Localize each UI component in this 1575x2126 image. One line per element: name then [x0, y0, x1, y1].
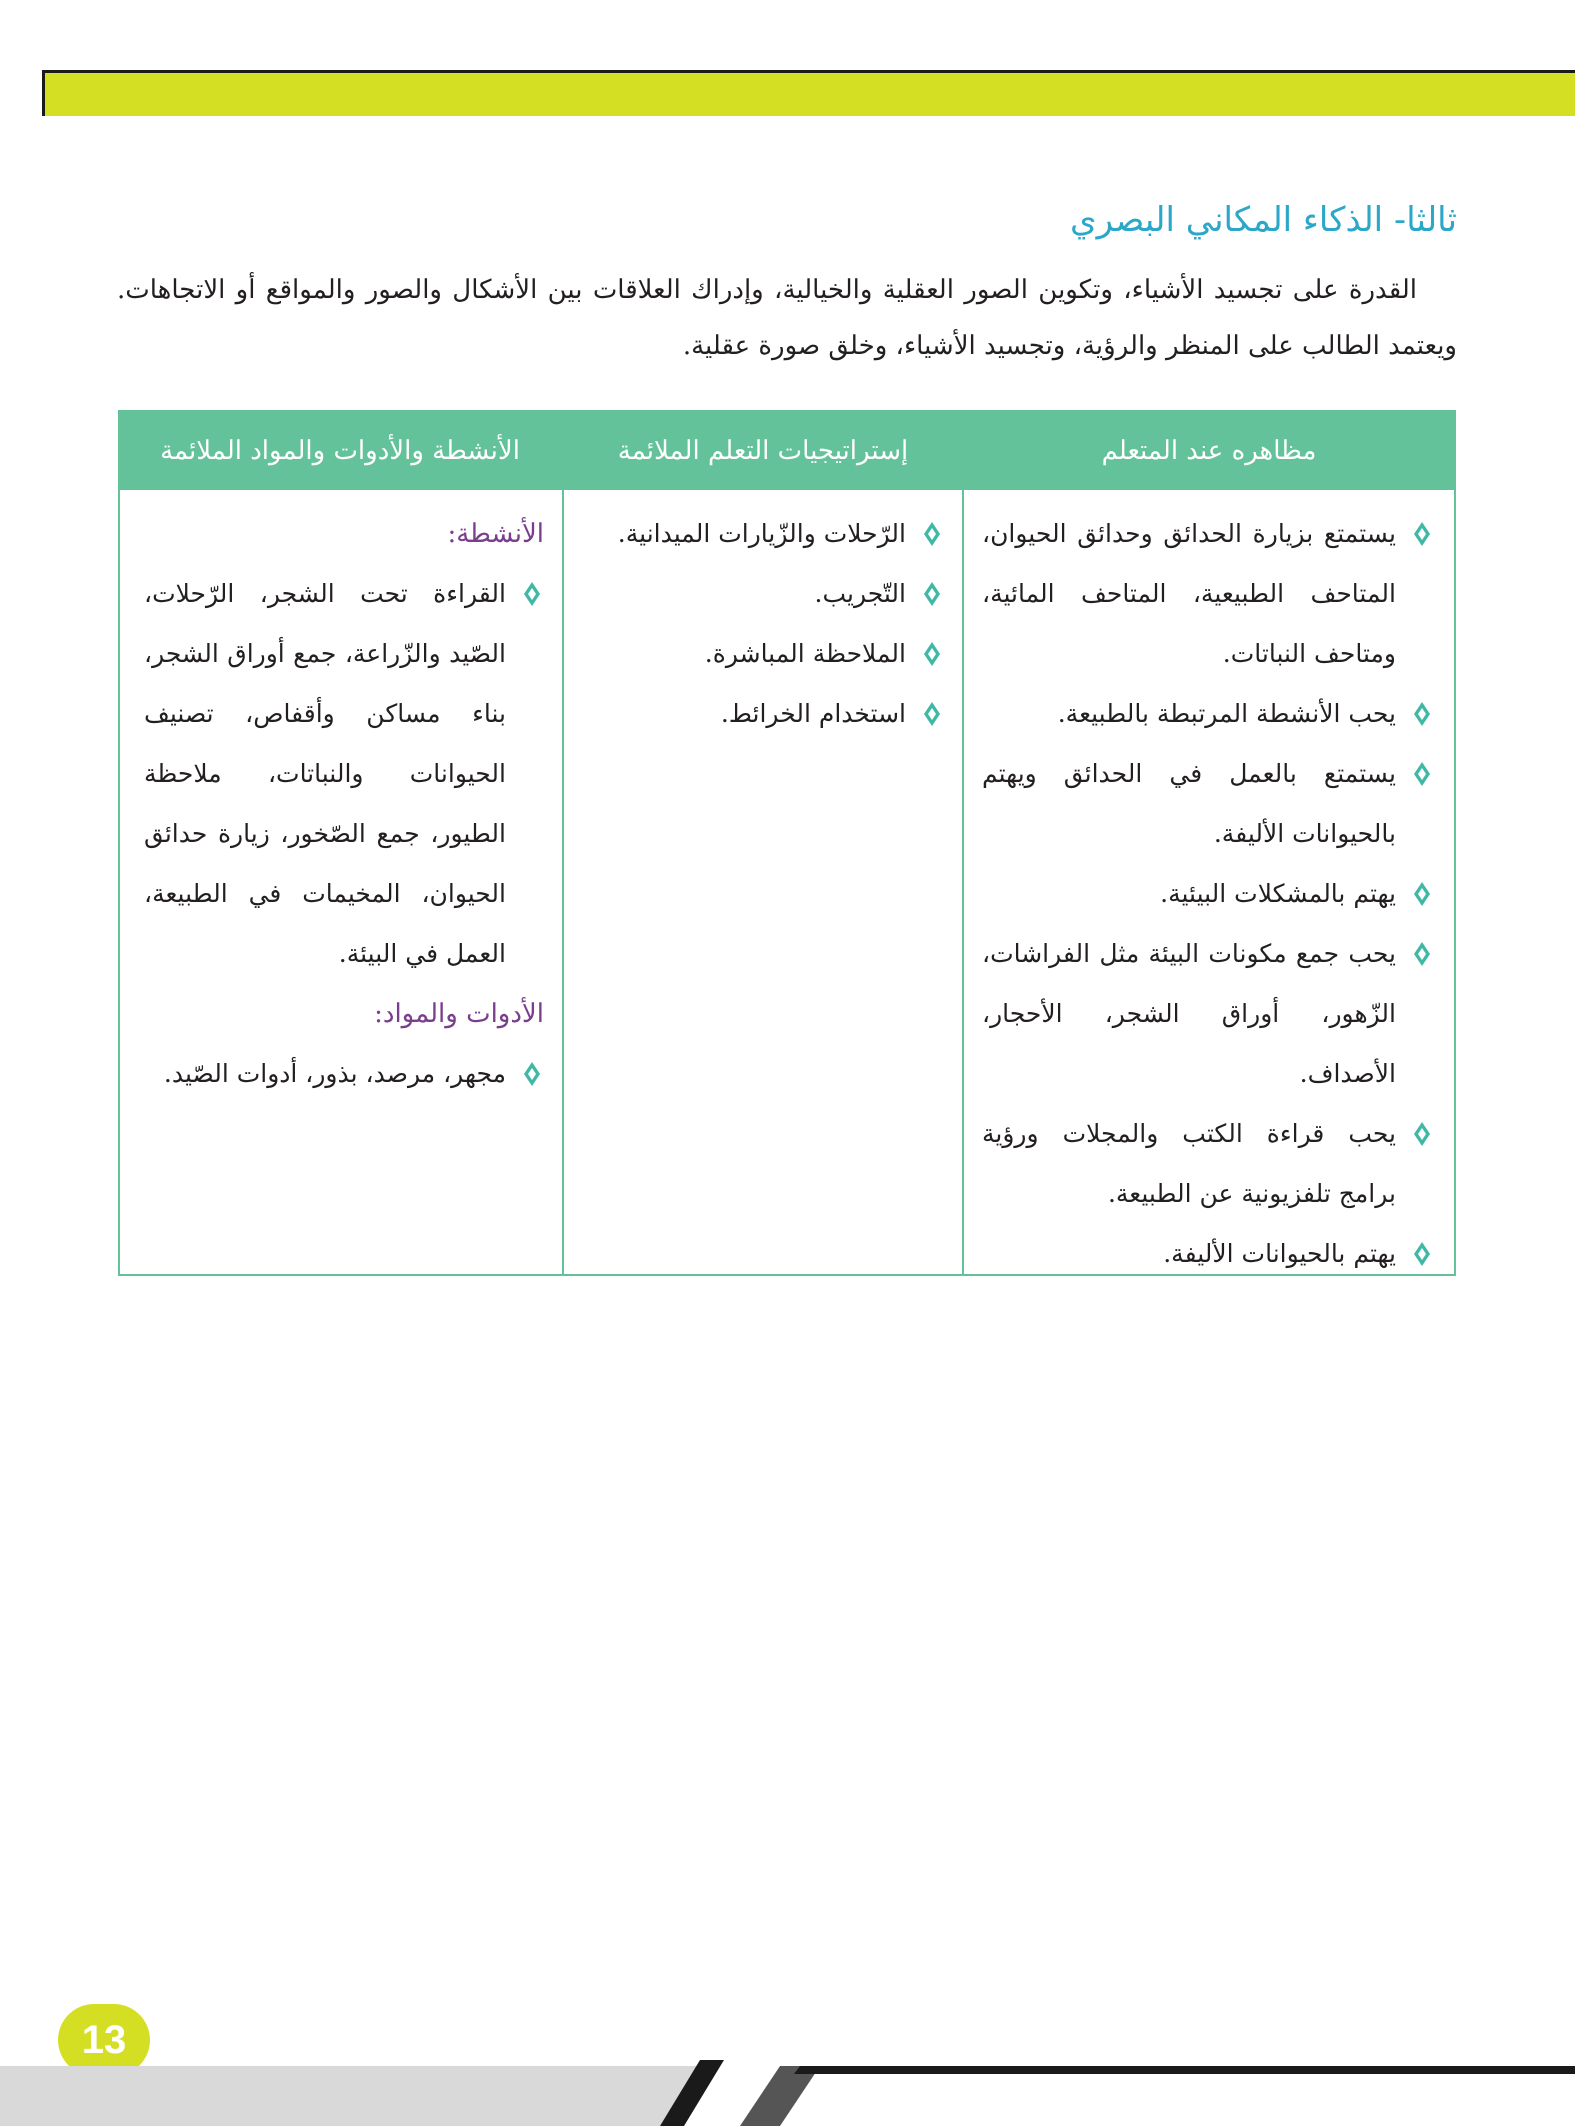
section-title: ثالثا- الذكاء المكاني البصري [1070, 200, 1457, 240]
list-item-text: يستمتع بزيارة الحدائق وحدائق الحيوان، المتاحف الطبيعية، المتاحف المائية، ومتاحف النباتات. [982, 519, 1396, 668]
list-item-text: الرّحلات والزّيارات الميدانية. [617, 519, 906, 548]
list-item [582, 684, 944, 744]
column-divider [962, 412, 964, 1274]
list-item [982, 744, 1434, 864]
list-item-text: مجهر، مرصد، بذور، أدوات الصّيد. [163, 1059, 506, 1088]
list-item [982, 1224, 1434, 1284]
bullet-icon [1412, 760, 1432, 788]
column-divider [562, 412, 564, 1274]
header-activities: الأنشطة والأدوات والمواد الملائمة [160, 436, 520, 466]
footer-gray-band [0, 2066, 720, 2126]
list-item-text: الملاحظة المباشرة. [704, 639, 906, 668]
list-item-text: يحب الأنشطة المرتبطة بالطبيعة. [1057, 699, 1396, 728]
bullet-icon [522, 1060, 542, 1088]
strategies-list [582, 504, 944, 744]
bullet-icon [922, 640, 942, 668]
list-item [582, 624, 944, 684]
header-manifestations: مظاهره عند المتعلم [1101, 436, 1317, 466]
list-item-text: يحب قراءة الكتب والمجلات ورؤية برامج تلفزيونية عن الطبيعة. [982, 1119, 1396, 1208]
bullet-icon [922, 580, 942, 608]
list-item [982, 864, 1434, 924]
list-item [982, 1104, 1434, 1224]
manifestations-cell [982, 504, 1434, 1284]
table-header-row [120, 412, 1454, 490]
activities-list [144, 564, 544, 984]
bullet-icon [1412, 880, 1432, 908]
bullet-icon [1412, 1120, 1432, 1148]
top-accent-bar [42, 70, 1575, 116]
list-item [144, 1044, 544, 1104]
list-item-text: يهتم بالمشكلات البيئية. [1160, 879, 1396, 908]
bullet-icon [1412, 1240, 1432, 1268]
bullet-icon [922, 700, 942, 728]
list-item [582, 504, 944, 564]
list-item-text: استخدام الخرائط. [720, 699, 906, 728]
bullet-icon [1412, 520, 1432, 548]
intro-paragraph: القدرة على تجسيد الأشياء، وتكوين الصور العقلية والخيالية، وإدراك العلاقات بين الأشكال والصور والمواقع أو الاتجاهات. ويعتمد الطالب على المنظر والرؤية، وتجسيد الأشياء، وخلق صورة عقلية. [117, 275, 1457, 361]
footer-dark-stripe [740, 2066, 820, 2126]
tools-list [144, 1044, 544, 1104]
footer-stripes [0, 2060, 1575, 2126]
activities-label: الأنشطة: [447, 519, 544, 549]
bullet-icon [922, 520, 942, 548]
list-item [982, 924, 1434, 1104]
intelligence-table [118, 410, 1456, 1276]
manifestations-list [982, 504, 1434, 1284]
strategies-cell [582, 504, 944, 744]
list-item-text: يحب جمع مكونات البيئة مثل الفراشات، الزّهور، أوراق الشجر، الأحجار، الأصداف. [982, 939, 1396, 1088]
bullet-icon [1412, 940, 1432, 968]
list-item [982, 504, 1434, 684]
list-item-text: يهتم بالحيوانات الأليفة. [1163, 1239, 1396, 1268]
list-item-text: يستمتع بالعمل في الحدائق ويهتم بالحيوانات الأليفة. [982, 759, 1396, 848]
list-item [582, 564, 944, 624]
bullet-icon [1412, 700, 1432, 728]
bullet-icon [522, 580, 542, 608]
page-number: 13 [81, 2018, 127, 2062]
list-item-text: التّجريب. [814, 579, 906, 608]
footer-line [794, 2066, 1575, 2074]
tools-label: الأدوات والمواد: [374, 999, 544, 1029]
header-strategies: إستراتيجيات التعلم الملائمة [617, 436, 909, 466]
activities-cell [144, 504, 544, 1104]
list-item-text: القراءة تحت الشجر، الرّحلات، الصّيد والزّراعة، جمع أوراق الشجر، بناء مساكن وأقفاص، تصنيف الحيوانات والنباتات، ملاحظة الطيور، جمع الصّخور، زيارة حدائق الحيوان، المخيمات في الطبيعة، العمل في البيئة. [144, 579, 506, 968]
list-item [982, 684, 1434, 744]
list-item [144, 564, 544, 984]
